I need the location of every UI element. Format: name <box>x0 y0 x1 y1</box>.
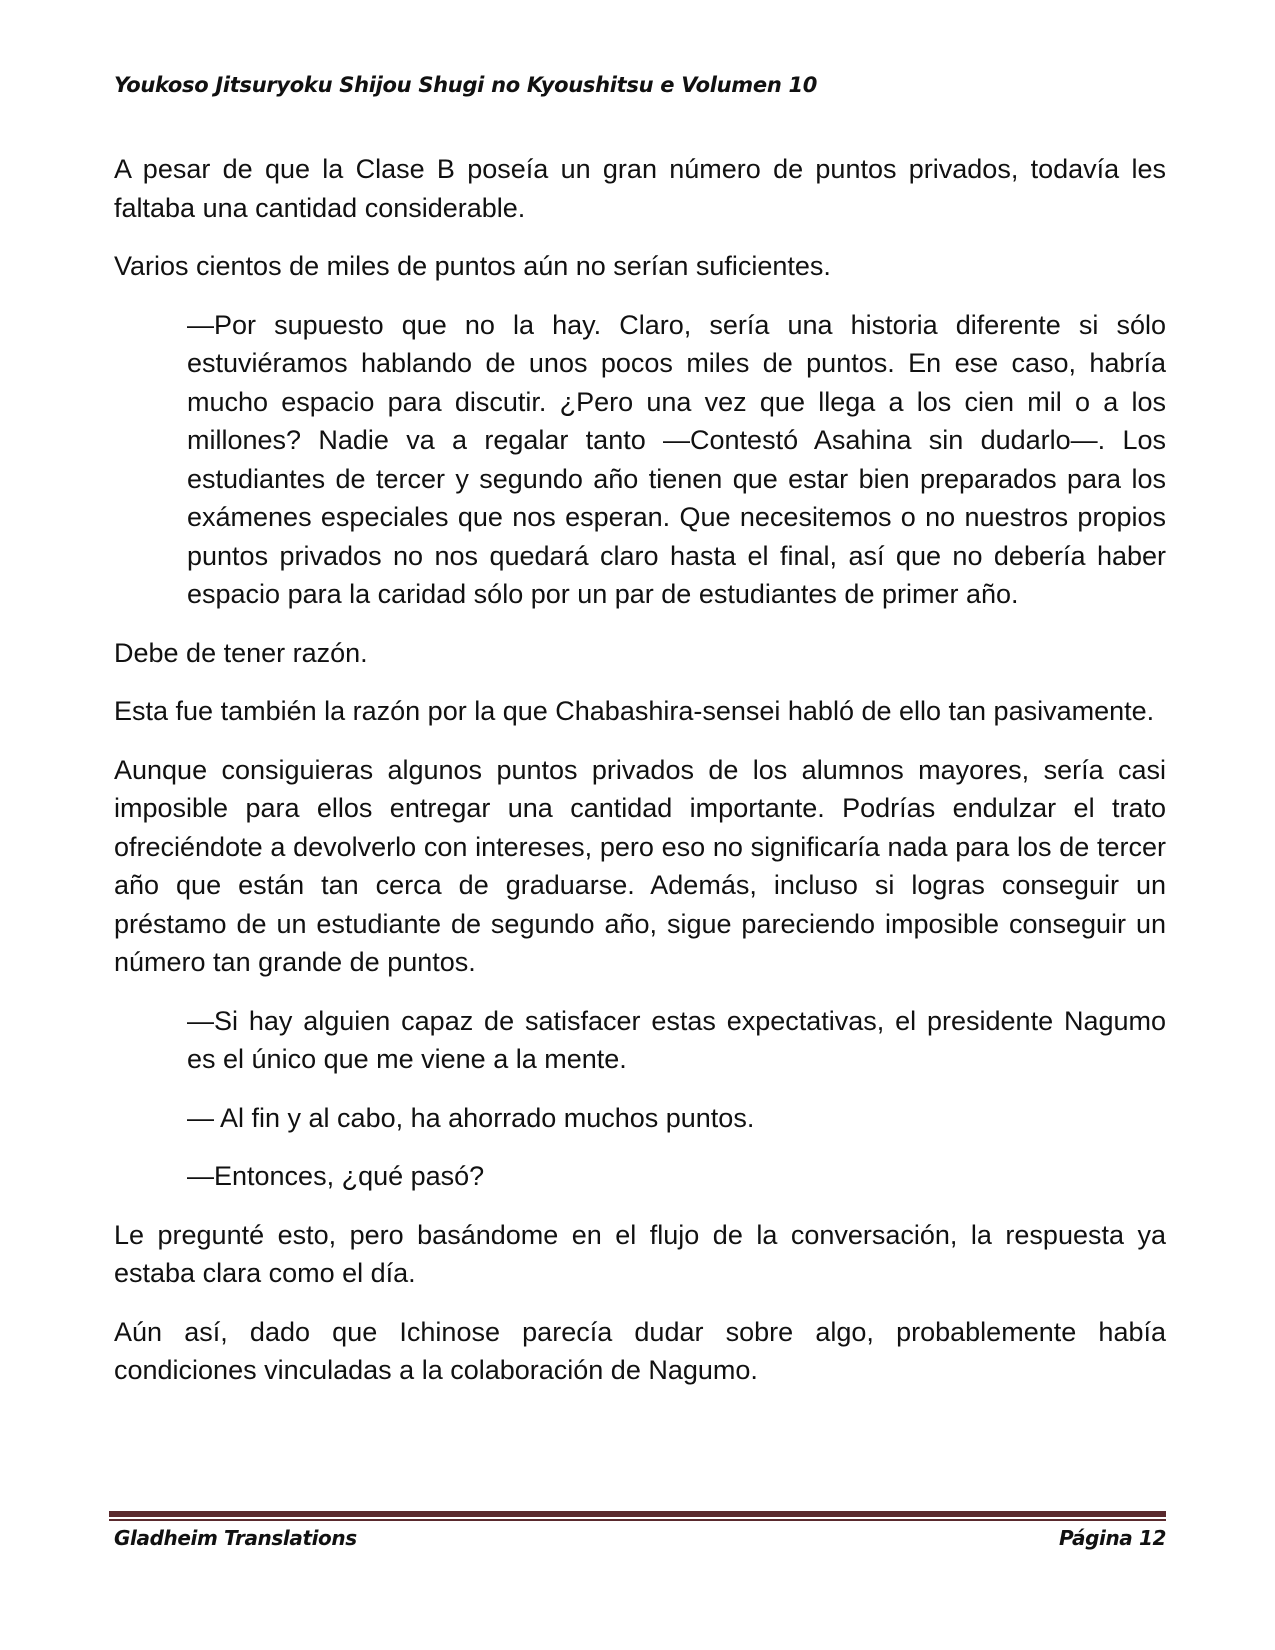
dialogue-paragraph: —Entonces, ¿qué pasó? <box>187 1161 485 1191</box>
paragraph: Esta fue también la razón por la que Chabashira-sensei habló de ello tan pasivamente. <box>114 696 1155 726</box>
paragraph: Aún así, dado que Ichinose parecía dudar sobre algo, probablemente había condiciones vinculadas a la colaboración de Nagumo. <box>114 1316 1166 1385</box>
footer-translator: Gladheim Translations <box>114 1526 357 1550</box>
paragraph: Le pregunté esto, pero basándome en el flujo de la conversación, la respuesta ya estaba clara como el día. <box>114 1219 1166 1288</box>
dialogue-paragraph: —Por supuesto que no la hay. Claro, sería una historia diferente si sólo estuviéramos hablando de unos pocos miles de puntos. En ese caso, habría mucho espacio para discutir. ¿Pero una vez que llega a los cien mil o a los millones? Nadie va a regalar tanto —Contestó Asahina sin dudarlo—. Los estudiantes de tercer y segundo año tienen que estar bien preparados para los exámenes especiales que nos esperan. Que necesitemos o no nuestros propios puntos privados no nos quedará claro hasta el final, así que no debería haber espacio para la caridad sólo por un par de estudiantes de primer año. <box>187 309 1166 609</box>
dialogue-paragraph: —Si hay alguien capaz de satisfacer estas expectativas, el presidente Nagumo es el único que me viene a la mente. <box>187 1005 1166 1074</box>
paragraph: Varios cientos de miles de puntos aún no serían suficientes. <box>114 251 831 281</box>
running-header: Youkoso Jitsuryoku Shijou Shugi no Kyoushitsu e Volumen 10 <box>114 73 818 97</box>
paragraph: Debe de tener razón. <box>114 637 368 668</box>
footer-rule-thick <box>109 1511 1166 1517</box>
footer-page-number: Página 12 <box>1059 1526 1166 1550</box>
body-text <box>114 150 1166 1410</box>
dialogue-paragraph: — Al fin y al cabo, ha ahorrado muchos puntos. <box>187 1102 755 1133</box>
paragraph: A pesar de que la Clase B poseía un gran número de puntos privados, todavía les faltaba una cantidad considerable. <box>114 154 1166 223</box>
footer-rule-thin <box>109 1519 1166 1521</box>
paragraph: Aunque consiguieras algunos puntos privados de los alumnos mayores, sería casi imposible para ellos entregar una cantidad importante. Podrías endulzar el trato ofreciéndote a devolverlo con intereses, pero eso no significaría nada para los de tercer año que están tan cerca de graduarse. Además, incluso si logras conseguir un préstamo de un estudiante de segundo año, sigue pareciendo imposible conseguir un número tan grande de puntos. <box>114 754 1166 977</box>
